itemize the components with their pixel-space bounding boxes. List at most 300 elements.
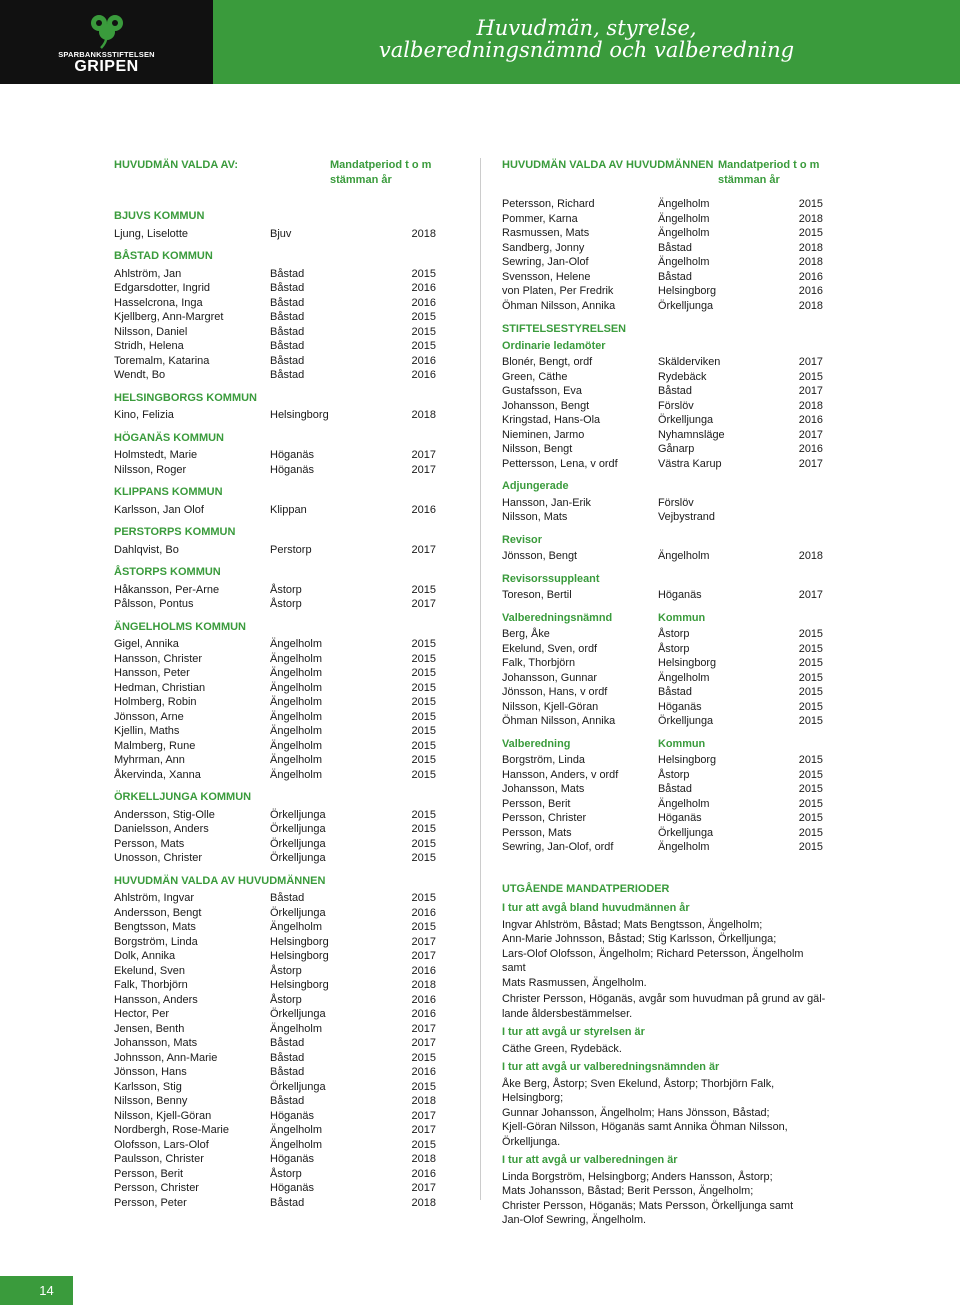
person-name: Petersson, Richard bbox=[502, 198, 595, 210]
list-item bbox=[114, 408, 436, 423]
list-item bbox=[114, 296, 436, 311]
place-name: Örkelljunga bbox=[270, 837, 326, 850]
term-year: 2015 bbox=[411, 892, 436, 904]
place-name: Ängelholm bbox=[658, 797, 710, 810]
term-year: 2015 bbox=[798, 768, 823, 781]
list-item bbox=[114, 597, 436, 612]
list-item bbox=[114, 1051, 436, 1066]
term-year: 2015 bbox=[798, 370, 823, 383]
clover-logo-icon bbox=[82, 10, 132, 50]
place-name: Höganäs bbox=[270, 449, 315, 461]
section-title: PERSTORPS KOMMUN bbox=[114, 526, 236, 538]
term-year: 2018 bbox=[798, 299, 823, 312]
text-line: Ann-Marie Johnsson, Båstad; Stig Karlsson, Örkelljunga; bbox=[502, 933, 777, 945]
person-name: Ekelund, Sven bbox=[114, 964, 185, 977]
left-heading-period: Mandatperiod t o m stämman år bbox=[330, 159, 432, 186]
term-year: 2015 bbox=[411, 667, 436, 679]
place-name: Helsingborg bbox=[658, 285, 717, 297]
place-name: Höganäs bbox=[270, 1109, 315, 1122]
term-year: 2016 bbox=[411, 369, 436, 381]
left-heading: HUVUDMÄN VALDA AV: bbox=[114, 159, 239, 171]
list-item bbox=[114, 637, 436, 652]
vbn-header bbox=[502, 611, 828, 626]
person-name: Nilsson, Roger bbox=[114, 463, 187, 476]
term-year: 2018 bbox=[798, 256, 823, 268]
place-name: Båstad bbox=[658, 783, 692, 795]
list-item bbox=[114, 1109, 436, 1124]
person-name: Jönsson, Bengt bbox=[502, 550, 578, 562]
person-name: Öhman Nilsson, Annika bbox=[502, 715, 616, 727]
person-name: von Platen, Per Fredrik bbox=[502, 285, 614, 297]
place-name: Klippan bbox=[270, 503, 307, 516]
list-item bbox=[114, 463, 436, 478]
term-year: 2017 bbox=[411, 543, 436, 556]
person-name: Johansson, Mats bbox=[114, 1037, 198, 1049]
place-name: Höganäs bbox=[658, 589, 702, 601]
place-name: Ängelholm bbox=[270, 1138, 322, 1151]
list-item bbox=[114, 652, 436, 667]
person-name: Malmberg, Rune bbox=[114, 739, 196, 752]
person-name: Dahlqvist, Bo bbox=[114, 543, 179, 556]
place-name: Ängelholm bbox=[658, 256, 710, 268]
place-name: Båstad bbox=[658, 241, 692, 254]
term-year: 2017 bbox=[411, 1037, 436, 1049]
suppleant-list bbox=[502, 588, 828, 603]
u4-title: I tur att avgå ur valberedningen är bbox=[502, 1154, 678, 1166]
term-year: 2015 bbox=[798, 754, 823, 766]
term-year: 2015 bbox=[798, 812, 823, 824]
page-number: 14 bbox=[0, 1276, 73, 1305]
text-line: Linda Borgström, Helsingborg; Anders Hansson, Åstorp; bbox=[502, 1170, 773, 1183]
utgaende-title: UTGÅENDE MANDATPERIODER bbox=[502, 882, 670, 895]
term-year: 2015 bbox=[411, 739, 436, 752]
section-title: HELSINGBORGS KOMMUN bbox=[114, 391, 257, 404]
person-name: Johansson, Bengt bbox=[502, 399, 590, 412]
person-name: Jönsson, Arne bbox=[114, 710, 184, 723]
term-year: 2016 bbox=[411, 1066, 436, 1078]
person-name: Holmstedt, Marie bbox=[114, 449, 198, 461]
person-name: Falk, Thorbjörn bbox=[114, 979, 188, 991]
list-item bbox=[502, 782, 828, 797]
u1-text bbox=[502, 918, 828, 991]
term-year: 2015 bbox=[798, 642, 823, 655]
vb-list bbox=[502, 753, 828, 855]
place-name: Örkelljunga bbox=[270, 852, 326, 864]
person-name: Dolk, Annika bbox=[114, 950, 176, 962]
list-item bbox=[114, 1138, 436, 1153]
term-year: 2015 bbox=[411, 267, 436, 280]
list-item bbox=[502, 355, 828, 370]
list-item bbox=[114, 1196, 436, 1211]
term-year: 2018 bbox=[411, 1196, 436, 1209]
person-name: Svensson, Helene bbox=[502, 270, 591, 283]
person-name: Rasmussen, Mats bbox=[502, 227, 590, 239]
place-name: Båstad bbox=[270, 892, 305, 904]
term-year: 2015 bbox=[798, 826, 823, 839]
place-name: Höganäs bbox=[658, 700, 702, 713]
place-name: Ängelholm bbox=[270, 652, 322, 665]
place-name: Förslöv bbox=[658, 496, 694, 509]
list-item bbox=[114, 964, 436, 979]
term-year: 2015 bbox=[798, 797, 823, 810]
person-name: Stridh, Helena bbox=[114, 340, 184, 352]
adjungerade-list bbox=[502, 496, 828, 525]
list-item bbox=[502, 457, 828, 472]
term-year: 2015 bbox=[411, 768, 436, 781]
place-name: Örkelljunga bbox=[270, 1008, 326, 1020]
term-year: 2017 bbox=[411, 950, 436, 962]
u1-note bbox=[502, 992, 828, 1021]
section-title: KLIPPANS KOMMUN bbox=[114, 486, 223, 498]
list-item bbox=[502, 753, 828, 768]
list-item bbox=[502, 197, 828, 212]
list-item bbox=[502, 671, 828, 686]
term-year: 2015 bbox=[411, 681, 436, 694]
left-sections bbox=[114, 209, 436, 1210]
list-item bbox=[114, 1007, 436, 1022]
list-item bbox=[114, 503, 436, 518]
suppleant-title: Revisorssuppleant bbox=[502, 572, 600, 585]
list-item bbox=[502, 384, 828, 399]
list-item bbox=[114, 1022, 436, 1037]
list-item bbox=[114, 1036, 436, 1051]
place-name: Ängelholm bbox=[270, 667, 322, 679]
term-year: 2015 bbox=[411, 837, 436, 850]
place-name: Ängelholm bbox=[270, 1124, 322, 1136]
right-heading-period: Mandatperiod t o m stämman år bbox=[718, 159, 820, 186]
u2-title: I tur att avgå ur styrelsen är bbox=[502, 1026, 645, 1038]
place-name: Helsingborg bbox=[270, 950, 329, 962]
list-item bbox=[114, 227, 436, 242]
person-name: Hansson, Jan-Erik bbox=[502, 496, 591, 509]
place-name: Båstad bbox=[270, 1196, 305, 1209]
section-title: HUVUDMÄN VALDA AV HUVUDMÄNNEN bbox=[114, 874, 326, 887]
list-item bbox=[114, 1123, 436, 1138]
term-year: 2015 bbox=[798, 841, 823, 853]
term-year: 2018 bbox=[411, 227, 436, 240]
list-item bbox=[114, 339, 436, 354]
place-name: Båstad bbox=[270, 1037, 305, 1049]
term-year: 2015 bbox=[411, 340, 436, 352]
list-item bbox=[502, 399, 828, 414]
term-year: 2015 bbox=[798, 227, 823, 239]
person-name: Jensen, Benth bbox=[114, 1022, 185, 1035]
list-item bbox=[114, 1080, 436, 1095]
place-name: Höganäs bbox=[270, 1153, 315, 1165]
term-year: 2016 bbox=[411, 503, 436, 516]
person-name: Hansson, Christer bbox=[114, 652, 203, 665]
section-title: BÅSTAD KOMMUN bbox=[114, 250, 213, 262]
list-item bbox=[114, 920, 436, 935]
term-year: 2017 bbox=[411, 598, 436, 610]
right-heading: HUVUDMÄN VALDA AV HUVUDMÄNNEN bbox=[502, 159, 714, 171]
person-name: Persson, Christer bbox=[114, 1182, 199, 1194]
list-item bbox=[114, 354, 436, 369]
term-year: 2015 bbox=[411, 1080, 436, 1093]
place-name: Ängelholm bbox=[270, 725, 322, 737]
list-item bbox=[114, 993, 436, 1008]
place-name: Vejbystrand bbox=[658, 511, 715, 523]
person-name: Olofsson, Lars-Olof bbox=[114, 1138, 209, 1151]
term-year: 2017 bbox=[411, 1182, 436, 1194]
term-year: 2016 bbox=[798, 443, 823, 455]
text-line: Christer Persson, Höganäs; Mats Persson, Örkelljunga samt bbox=[502, 1199, 794, 1212]
list-item bbox=[114, 543, 436, 558]
list-item bbox=[502, 642, 828, 657]
person-name: Johansson, Gunnar bbox=[502, 671, 598, 684]
place-name: Åstorp bbox=[270, 598, 302, 610]
u2-text bbox=[502, 1042, 828, 1057]
place-name: Helsingborg bbox=[658, 754, 717, 766]
place-name: Båstad bbox=[658, 270, 692, 283]
person-name: Hansson, Anders, v ordf bbox=[502, 768, 619, 781]
person-name: Andersson, Stig-Olle bbox=[114, 808, 215, 821]
person-name: Paulsson, Christer bbox=[114, 1153, 204, 1165]
person-name: Kjellin, Maths bbox=[114, 725, 180, 737]
term-year: 2016 bbox=[411, 296, 436, 309]
vb-title: Valberedning bbox=[502, 737, 571, 750]
term-year: 2018 bbox=[798, 550, 823, 562]
place-name: Örkelljunga bbox=[270, 823, 326, 835]
u1-title: I tur att avgå bland huvudmännen år bbox=[502, 902, 690, 914]
person-name: Sewring, Jan-Olof, ordf bbox=[502, 841, 614, 853]
place-name: Gånarp bbox=[658, 443, 695, 455]
term-year: 2015 bbox=[411, 725, 436, 737]
list-item bbox=[502, 811, 828, 826]
term-year: 2015 bbox=[798, 686, 823, 698]
place-name: Ängelholm bbox=[270, 696, 322, 708]
place-name: Båstad bbox=[270, 1066, 305, 1078]
person-name: Blonér, Bengt, ordf bbox=[502, 356, 593, 368]
term-year: 2015 bbox=[411, 696, 436, 708]
person-name: Ljung, Liselotte bbox=[114, 227, 188, 240]
place-name: Båstad bbox=[270, 325, 305, 338]
term-year: 2017 bbox=[798, 589, 823, 601]
list-item bbox=[502, 510, 828, 525]
place-name: Perstorp bbox=[270, 543, 312, 556]
place-name: Rydebäck bbox=[658, 370, 707, 383]
list-item bbox=[114, 1167, 436, 1182]
person-name: Karlsson, Stig bbox=[114, 1080, 182, 1093]
person-name: Persson, Berit bbox=[502, 797, 571, 810]
list-item bbox=[114, 267, 436, 282]
person-name: Johansson, Mats bbox=[502, 783, 585, 795]
term-year: 2015 bbox=[411, 325, 436, 338]
left-column-header bbox=[114, 158, 436, 187]
term-year: 2018 bbox=[798, 212, 823, 225]
term-year: 2015 bbox=[411, 921, 436, 933]
place-name: Åstorp bbox=[658, 768, 690, 781]
term-year: 2017 bbox=[798, 356, 823, 368]
term-year: 2015 bbox=[411, 823, 436, 835]
huvudman-cont-list bbox=[502, 197, 828, 313]
place-name: Ängelholm bbox=[270, 710, 322, 723]
person-name: Hector, Per bbox=[114, 1008, 170, 1020]
header-band bbox=[213, 0, 960, 84]
person-name: Nordbergh, Rose-Marie bbox=[114, 1124, 229, 1136]
logo-text-gripen: GRIPEN bbox=[74, 58, 139, 75]
term-year: 2015 bbox=[798, 715, 823, 727]
term-year: 2017 bbox=[798, 428, 823, 441]
place-name: Helsingborg bbox=[270, 979, 329, 991]
person-name: Persson, Berit bbox=[114, 1167, 184, 1180]
list-item bbox=[502, 797, 828, 812]
list-item bbox=[502, 700, 828, 715]
logo-text-foundation: SPARBANKSSTIFTELSEN bbox=[58, 50, 155, 59]
person-name: Johnsson, Ann-Marie bbox=[114, 1051, 218, 1064]
term-year: 2015 bbox=[411, 311, 436, 323]
list-item bbox=[502, 413, 828, 428]
term-year: 2015 bbox=[411, 1051, 436, 1064]
person-name: Kringstad, Hans-Ola bbox=[502, 414, 601, 426]
term-year: 2016 bbox=[798, 270, 823, 283]
revisor-list bbox=[502, 549, 828, 564]
person-name: Borgström, Linda bbox=[114, 935, 198, 948]
place-name: Båstad bbox=[270, 267, 305, 280]
place-name: Båstad bbox=[658, 686, 692, 698]
person-name: Persson, Mats bbox=[502, 826, 572, 839]
place-name: Båstad bbox=[270, 354, 305, 367]
place-name: Örkelljunga bbox=[658, 414, 714, 426]
person-name: Nilsson, Benny bbox=[114, 1095, 188, 1107]
page-title-line2: valberedningsnämnd och valberedning bbox=[378, 38, 795, 62]
person-name: Toremalm, Katarina bbox=[114, 354, 210, 367]
list-item bbox=[114, 710, 436, 725]
list-item bbox=[502, 270, 828, 285]
list-item bbox=[114, 681, 436, 696]
list-item bbox=[114, 822, 436, 837]
list-item bbox=[502, 656, 828, 671]
place-name: Helsingborg bbox=[270, 409, 329, 421]
person-name: Jönsson, Hans bbox=[114, 1066, 187, 1078]
right-column bbox=[502, 158, 828, 1228]
place-name: Höganäs bbox=[658, 812, 702, 824]
person-name: Andersson, Bengt bbox=[114, 906, 202, 919]
list-item bbox=[114, 978, 436, 993]
list-item bbox=[502, 299, 828, 314]
vbn-list bbox=[502, 627, 828, 729]
term-year: 2015 bbox=[411, 1138, 436, 1151]
place-name: Båstad bbox=[270, 369, 305, 381]
text-line: Jan-Olof Sewring, Ängelholm. bbox=[502, 1214, 647, 1226]
text-line: Kjell-Göran Nilsson, Höganäs samt Annika Öhman Nilsson, Örkelljunga. bbox=[502, 1121, 788, 1148]
list-item bbox=[502, 284, 828, 299]
person-name: Berg, Åke bbox=[502, 628, 550, 640]
place-name: Åstorp bbox=[270, 964, 302, 977]
place-name: Skälderviken bbox=[658, 356, 721, 368]
place-name: Båstad bbox=[658, 385, 692, 397]
person-name: Åkervinda, Xanna bbox=[114, 768, 201, 781]
person-name: Persson, Mats bbox=[114, 837, 185, 850]
list-item bbox=[114, 281, 436, 296]
list-item bbox=[502, 370, 828, 385]
person-name: Green, Cäthe bbox=[502, 370, 568, 383]
person-name: Kino, Felizia bbox=[114, 409, 174, 421]
person-name: Hansson, Peter bbox=[114, 667, 190, 679]
place-name: Förslöv bbox=[658, 399, 694, 412]
text-line: Gunnar Johansson, Ängelholm; Hans Jönsson, Båstad; bbox=[502, 1106, 770, 1119]
term-year: 2016 bbox=[411, 354, 436, 367]
person-name: Nilsson, Daniel bbox=[114, 325, 188, 338]
person-name: Hansson, Anders bbox=[114, 993, 198, 1006]
page-title-line1: Huvudmän, styrelse, bbox=[476, 16, 697, 40]
logo-block bbox=[0, 0, 213, 84]
place-name: Åstorp bbox=[270, 583, 302, 596]
person-name: Ahlström, Jan bbox=[114, 267, 182, 280]
term-year: 2017 bbox=[411, 1022, 436, 1035]
term-year: 2015 bbox=[411, 710, 436, 723]
person-name: Unosson, Christer bbox=[114, 852, 203, 864]
list-item bbox=[502, 826, 828, 841]
section-title: ÅSTORPS KOMMUN bbox=[114, 566, 221, 578]
adjungerade-title: Adjungerade bbox=[502, 480, 569, 492]
list-item bbox=[502, 226, 828, 241]
person-name: Jönsson, Hans, v ordf bbox=[502, 686, 608, 698]
list-item bbox=[114, 739, 436, 754]
term-year: 2016 bbox=[411, 964, 436, 977]
text-line: Christer Persson, Höganäs, avgår som huvudman på grund av gäl- bbox=[502, 993, 826, 1005]
term-year bbox=[797, 496, 823, 511]
place-name: Örkelljunga bbox=[658, 715, 714, 727]
person-name: Sandberg, Jonny bbox=[502, 241, 585, 254]
list-item bbox=[114, 1152, 436, 1167]
place-name: Båstad bbox=[270, 1051, 305, 1064]
place-name: Ängelholm bbox=[658, 671, 710, 684]
list-item bbox=[114, 1181, 436, 1196]
list-item bbox=[114, 448, 436, 463]
list-item bbox=[502, 768, 828, 783]
text-line: Cäthe Green, Rydebäck. bbox=[502, 1042, 622, 1055]
person-name: Ahlström, Ingvar bbox=[114, 892, 195, 904]
person-name: Toreson, Bertil bbox=[502, 589, 572, 601]
ordinarie-title: Ordinarie ledamöter bbox=[502, 339, 606, 352]
term-year: 2017 bbox=[798, 385, 823, 397]
term-year: 2017 bbox=[411, 1124, 436, 1136]
person-name: Pettersson, Lena, v ordf bbox=[502, 457, 618, 470]
person-name: Nilsson, Kjell-Göran bbox=[114, 1109, 212, 1122]
term-year: 2018 bbox=[411, 1095, 436, 1107]
place-name: Båstad bbox=[270, 311, 305, 323]
list-item bbox=[502, 685, 828, 700]
place-name: Ängelholm bbox=[270, 681, 322, 694]
person-name: Öhman Nilsson, Annika bbox=[502, 299, 616, 312]
u3-text bbox=[502, 1077, 828, 1150]
person-name: Wendt, Bo bbox=[114, 369, 166, 381]
term-year: 2015 bbox=[798, 700, 823, 713]
term-year: 2016 bbox=[411, 993, 436, 1006]
place-name: Örkelljunga bbox=[658, 826, 714, 839]
vbn-kommun-label: Kommun bbox=[658, 611, 706, 624]
section-title: BJUVS KOMMUN bbox=[114, 210, 205, 222]
text-line: Lars-Olof Olofsson, Ängelholm; Richard Petersson, Ängelholm samt bbox=[502, 947, 804, 974]
place-name: Nyhamnsläge bbox=[658, 428, 725, 441]
term-year: 2015 bbox=[411, 652, 436, 665]
place-name: Åstorp bbox=[270, 1167, 302, 1180]
list-item bbox=[114, 768, 436, 783]
list-item bbox=[114, 1065, 436, 1080]
person-name: Hedman, Christian bbox=[114, 681, 206, 694]
term-year: 2018 bbox=[411, 979, 436, 991]
list-item bbox=[502, 496, 828, 511]
left-column bbox=[114, 158, 436, 1210]
list-item bbox=[114, 583, 436, 598]
place-name: Åstorp bbox=[658, 642, 690, 655]
person-name: Pommer, Karna bbox=[502, 212, 578, 225]
text-line: Mats Johansson, Båstad; Berit Persson, Ängelholm; bbox=[502, 1185, 754, 1197]
place-name: Ängelholm bbox=[270, 768, 322, 781]
list-item bbox=[114, 891, 436, 906]
text-line: Ingvar Ahlström, Båstad; Mats Bengtsson, Ängelholm; bbox=[502, 918, 763, 931]
